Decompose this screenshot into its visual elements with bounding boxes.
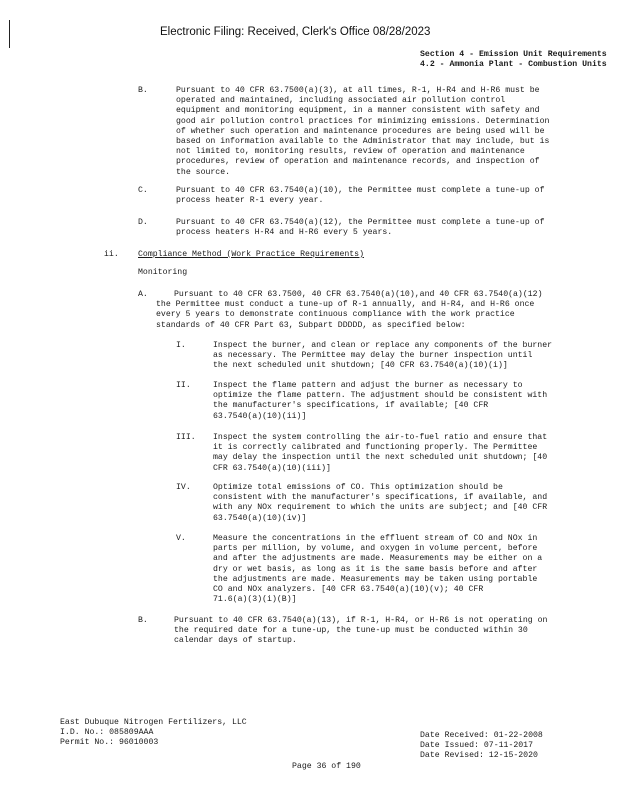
text-line: Optimize total emissions of CO. This optimization should be [213,483,503,492]
text-line: CO and NOx analyzers. [40 CFR 63.7540(a)(10)(v); 40 CFR [213,585,484,595]
section-header: Section 4 - Emission Unit Requirements [420,50,607,59]
text-line: Pursuant to 40 CFR 63.7540(a)(10), the Permittee must complete a tune-up of [176,186,545,195]
subitem-iv-label: IV. [176,483,191,492]
item-c-text [176,186,545,206]
text-line: 71.6(a)(3)(i)(B)] [213,595,297,605]
subitem-i-label: I. [176,341,186,350]
subitem-iv-text [213,483,547,524]
id-number: I.D. No.: 085809AAA [60,728,154,738]
text-line: the Permittee must conduct a tune-up of R-1 annually, and H-R4, and H-R6 once [156,300,535,310]
text-line: Pursuant to 40 CFR 63.7500(a)(3), at all times, R-1, H-R4 and H-R6 must be [176,86,540,95]
text-line: process heater R-1 every year. [176,196,324,206]
text-line: equipment and monitoring equipment, in a manner consistent with safety and [176,106,540,116]
page-number: Page 36 of 190 [292,762,361,771]
text-line: may delay the inspection until the next scheduled unit shutdown; [40 [213,453,548,463]
text-line: as necessary. The Permittee may delay the burner inspection until [213,351,533,361]
company-name: East Dubuque Nitrogen Fertilizers, LLC [60,718,247,727]
text-line: Inspect the flame pattern and adjust the burner as necessary to [213,381,523,390]
item-b2-text [174,616,547,647]
date-received: Date Received: 01-22-2008 [420,731,543,740]
text-line: operated and maintained, including associated air pollution control [176,96,506,106]
text-line: the next scheduled unit shutdown; [40 CFR 63.7540(a)(10)(i)] [213,361,508,371]
subitem-v-label: V. [176,534,186,543]
text-line: CFR 63.7540(a)(10)(iii)] [213,463,331,473]
date-revised: Date Revised: 12-15-2020 [420,751,538,761]
text-line: optimize the flame pattern. The adjustment should be consistent with [213,391,548,401]
text-line: and after the adjustments are made. Measurements may be either on a [213,554,543,564]
subsection-header: 4.2 - Ammonia Plant - Combustion Units [420,60,607,69]
text-line: the manufacturer's specifications, if available; [40 CFR [213,401,489,411]
text-line: Pursuant to 40 CFR 63.7500, 40 CFR 63.7540(a)(10),and 40 CFR 63.7540(a)(12) [174,290,543,299]
text-line: process heaters H-R4 and H-R6 every 5 years. [176,228,393,238]
text-line: with any NOx requirement to which the units are subject; and [40 CFR [213,503,548,513]
footer-facility-info [60,718,247,749]
item-b2-label: B. [138,616,148,625]
permit-number: Permit No.: 96010003 [60,738,159,748]
item-c-label: C. [138,186,148,195]
subitem-iii-label: III. [176,433,196,442]
text-line: the adjustments are made. Measurements may be taken using portable [213,574,538,584]
text-line: 63.7540(a)(10)(ii)] [213,411,307,421]
footer-dates [420,731,543,762]
text-line: 63.7540(a)(10)(iv)] [213,513,307,523]
text-line: Pursuant to 40 CFR 63.7540(a)(12), the Permittee must complete a tune-up of [176,218,545,227]
item-a-text [156,290,543,331]
text-line: Measure the concentrations in the effluent stream of CO and NOx in [213,534,538,543]
section-ii-title: Compliance Method (Work Practice Requirements) [138,250,365,259]
text-line: parts per million, by volume, and oxygen in volume percent, before [213,544,538,554]
subitem-iii-text [213,433,547,474]
text-line: not limited to, monitoring results, review of operation and maintenance [176,147,525,157]
text-line: Inspect the burner, and clean or replace any components of the burner [213,341,553,350]
subitem-v-text [213,534,542,605]
item-d-label: D. [138,218,148,227]
text-line: of whether such operation and maintenance procedures are being used will be [176,126,545,136]
text-line: consistent with the manufacturer's specifications, if available, and [213,493,548,503]
text-line: good air pollution control practices for minimizing emissions. Determination [176,116,550,126]
text-line: procedures, review of operation and maintenance records, and inspection of [176,157,540,167]
text-line: every 5 years to demonstrate continuous compliance with the work practice [156,310,515,320]
section-ii-label: ii. [104,250,119,259]
text-line: dry or wet basis, as long as it is the same basis before and after [213,564,538,574]
item-a-label: A. [138,290,148,299]
item-b-text [176,86,549,178]
text-line: the required date for a tune-up, the tune-up must be conducted within 30 [174,626,528,636]
text-line: Inspect the system controlling the air-to-fuel ratio and ensure that [213,433,548,442]
subitem-i-text [213,341,552,372]
monitoring-heading: Monitoring [138,268,188,277]
item-b-label: B. [138,86,148,95]
subitem-ii-text [213,381,547,422]
filing-stamp: Electronic Filing: Received, Clerk's Office 08/28/2023 [160,26,431,38]
subitem-ii-label: II. [176,381,191,390]
text-line: based on information available to the Administrator that may include, but is [176,137,550,147]
text-line: calendar days of startup. [174,636,297,646]
text-line: it is correctly calibrated and functioning properly. The Permittee [213,443,538,453]
margin-rule [9,20,10,48]
text-line: standards of 40 CFR Part 63, Subpart DDDDD, as specified below: [156,320,466,330]
text-line: the source. [176,167,231,177]
date-issued: Date Issued: 07-11-2017 [420,741,534,751]
item-d-text [176,218,545,238]
text-line: Pursuant to 40 CFR 63.7540(a)(13), if R-1, H-R4, or H-R6 is not operating on [174,616,548,625]
